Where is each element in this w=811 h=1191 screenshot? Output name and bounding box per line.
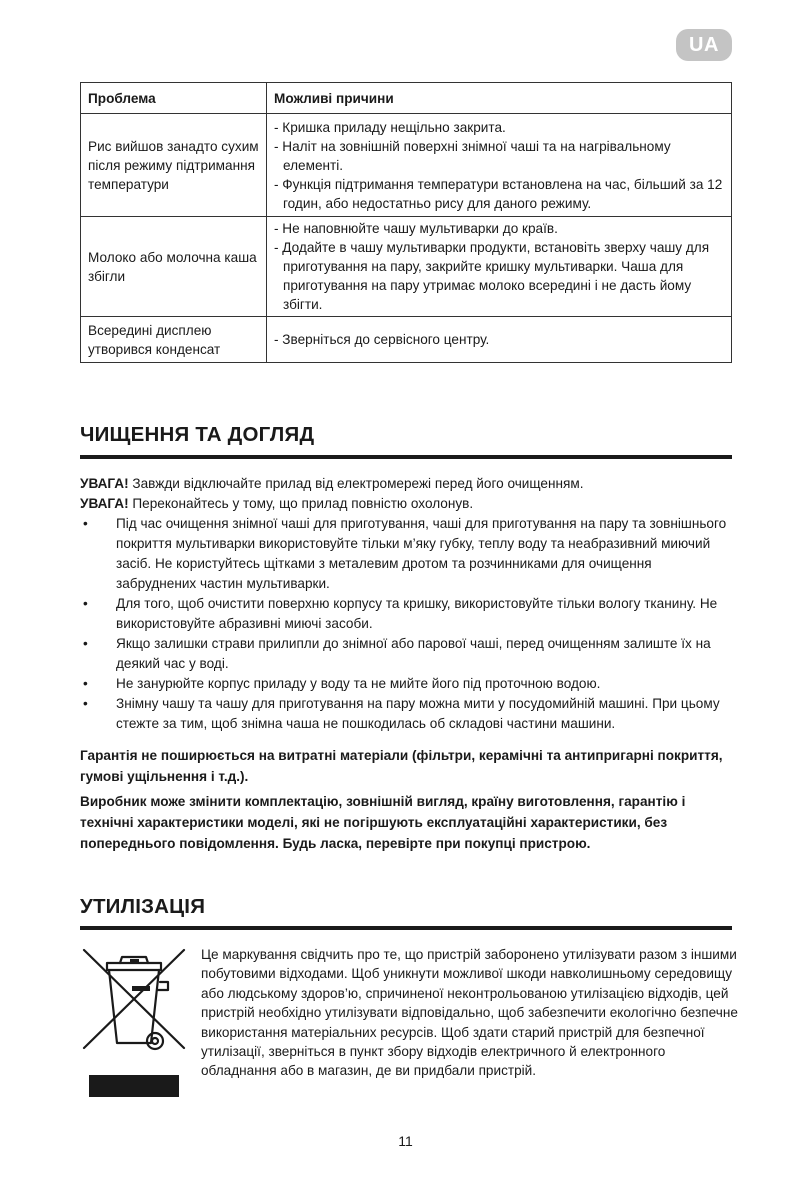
- bullet-icon: •: [83, 596, 88, 611]
- disposal-section-title: УТИЛІЗАЦІЯ: [80, 895, 206, 918]
- warning-label: УВАГА!: [80, 476, 129, 491]
- list-item-text: Під час очищення знімної чаші для приготування, чаші для приготування на пару та зовнішнього покриття мультиварки використовуйте тільки м’яку губку, теплу воду та неабразивний миючий засіб. Не користуйтесь щітками з металевим дротом та розчинниками для очищення забруднених частин мультиварки.: [116, 516, 727, 591]
- troubleshooting-table: [80, 82, 732, 363]
- problem-cell: Рис вийшов занадто сухим після режиму підтримання температури: [81, 114, 267, 217]
- table-header-row: [81, 83, 732, 114]
- list-item: [80, 694, 732, 734]
- cleaning-instructions-list: [80, 514, 732, 734]
- cause-item: - Не наповнюйте чашу мультиварки до країв.: [274, 221, 558, 236]
- cause-item: - Наліт на зовнішній поверхні знімної чаші та на нагрівальному елементі.: [274, 138, 671, 173]
- list-item: [80, 674, 732, 694]
- table-row: [81, 317, 732, 363]
- cleaning-content: [80, 474, 732, 734]
- list-item-text: Не занурюйте корпус приладу у воду та не мийте його під проточною водою.: [116, 676, 601, 691]
- bullet-icon: •: [83, 676, 88, 691]
- cause-item: - Функція підтримання температури встановлена на час, більший за 12 годин, або недостатньо рису для даного режиму.: [274, 176, 723, 211]
- list-item-text: Знімну чашу та чашу для приготування на пару можна мити у посудомийній машині. При цьому стежте за тим, щоб знімна чаша не пошкодилась об складові частини машини.: [116, 696, 720, 731]
- language-badge: UA: [676, 29, 732, 61]
- warning-text: Завжди відключайте прилад від електромережі перед його очищенням.: [128, 476, 584, 491]
- warning-line: [80, 494, 732, 514]
- table-row: [81, 217, 732, 317]
- cause-item: - Зверніться до сервісного центру.: [274, 332, 490, 347]
- bullet-icon: •: [83, 516, 88, 531]
- cleaning-section-title: ЧИЩЕННЯ ТА ДОГЛЯД: [80, 423, 315, 446]
- crossed-out-wheelie-bin-icon: [80, 946, 188, 1101]
- problem-cell: Молоко або молочна каша збігли: [81, 217, 267, 317]
- list-item: [80, 634, 732, 674]
- bullet-icon: •: [83, 636, 88, 651]
- list-item: [80, 514, 732, 594]
- bullet-icon: •: [83, 696, 88, 711]
- section-divider: [80, 455, 732, 459]
- causes-cell: [267, 317, 732, 363]
- cause-item: - Додайте в чашу мультиварки продукти, встановіть зверху чашу для приготування на пару, закрийте кришку мультиварки. Чаша для приготування на пару утримає молоко всередині і не дасть йому збігти.: [274, 240, 710, 312]
- list-item-text: Для того, щоб очистити поверхню корпусу та кришку, використовуйте тільки вологу тканину. Не використовуйте абразивні миючі засоби.: [116, 596, 718, 631]
- page-number: 11: [398, 1133, 413, 1149]
- column-header-problem: Проблема: [81, 83, 267, 114]
- list-item: [80, 594, 732, 634]
- list-item-text: Якщо залишки страви прилипли до знімної або парової чаші, перед очищенням залиште їх на деякий час у воді.: [116, 636, 711, 671]
- column-header-causes: Можливі причини: [267, 83, 732, 114]
- section-divider: [80, 926, 732, 930]
- warning-label: УВАГА!: [80, 496, 129, 511]
- causes-cell: [267, 114, 732, 217]
- warning-line: [80, 474, 732, 494]
- manufacturer-note: Виробник може змінити комплектацію, зовнішній вигляд, країну виготовлення, гарантію і технічні характеристики моделі, які не погіршують експлуатаційні характеристики, без попереднього повідомлення. Будь ласка, перевірте при покупці пристрою.: [80, 794, 686, 851]
- table-row: [81, 114, 732, 217]
- cause-item: - Кришка приладу нещільно закрита.: [274, 119, 506, 135]
- causes-cell: [267, 217, 732, 317]
- disposal-description: Це маркування свідчить про те, що пристрій заборонено утилізувати разом з іншими побутовими відходами. Щоб уникнути можливої шкоди навколишньому середовищу або людському здоров’ю, спричиненої неконтрольованою утилізацією відходів, цей пристрій необхідно утилізувати відповідально, щоб забезпечити екологічно безпечне використання матеріальних ресурсів. Щоб здати старий пристрій для безпечної утилізації, зверніться в пункт збору відходів електричного й електронного обладнання або в магазин, де ви придбали пристрій.: [201, 947, 738, 1079]
- problem-cell: Всередині дисплею утворився конденсат: [81, 317, 267, 363]
- warranty-note: Гарантія не поширюється на витратні матеріали (фільтри, керамічні та антипригарні покриття, гумові ущільнення і т.д.).: [80, 748, 723, 784]
- warning-text: Переконайтесь у тому, що прилад повністю охолонув.: [128, 496, 474, 511]
